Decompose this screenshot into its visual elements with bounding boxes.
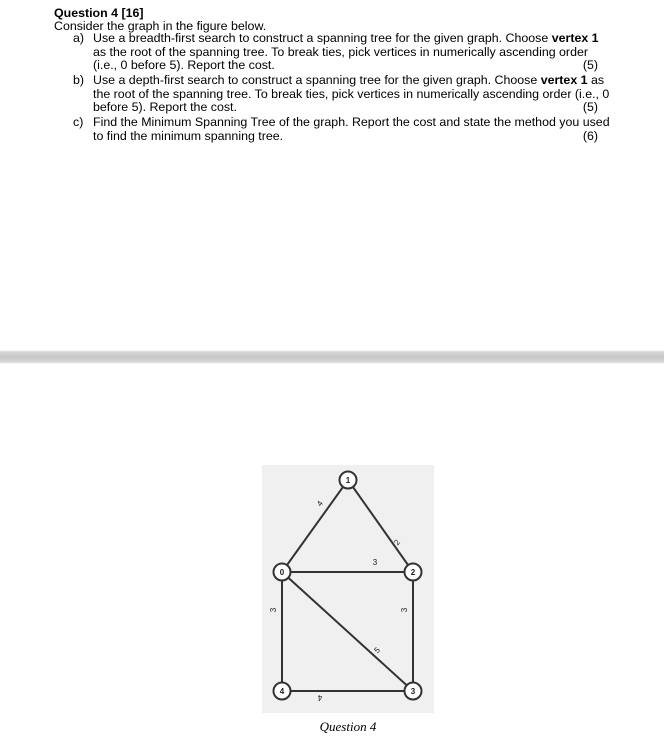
node-label: 0 [279,568,285,577]
part-letter: b) [73,73,85,87]
node-label: 2 [410,568,416,577]
figure-page [0,364,664,742]
part-line: the root of the spanning tree. To break ties, pick vertices in numerically ascending order (i.e., 0 [93,86,610,101]
graph-edge-1-2 [348,480,413,572]
part-letter: a) [73,31,85,45]
part-line: as the root of the spanning tree. To break ties, pick vertices in numerically ascending order [93,44,588,59]
edge-weight-label: 3 [269,607,278,613]
graph-edge-0-1 [282,480,348,572]
part-line: Find the Minimum Spanning Tree of the graph. Report the cost and state the method you used [93,115,610,129]
part-line: Use a breadth-first search to construct a spanning tree for the given graph. Choose vertex 1 [93,31,599,45]
figure-caption: Question 4 [319,719,377,734]
edge-weight-label: 5 [372,645,382,655]
part-letter: c) [73,115,84,129]
question-title: Question 4 [16] [54,6,144,20]
node-label: 4 [279,687,285,696]
edge-weight-label: 3 [372,558,378,567]
part-line: Use a depth-first search to construct a spanning tree for the given graph. Choose vertex 1 as [93,73,605,87]
page-separator [0,350,664,364]
marks-label: (6) [582,128,598,143]
graph-edge-0-3 [282,572,413,691]
graph-svg [262,465,434,713]
graph-figure [262,465,434,713]
part-line: (i.e., 0 before 5). Report the cost. (5) [93,58,598,73]
part-line: before 5). Report the cost. (5) [93,100,598,115]
edge-weight-label: 3 [400,607,409,613]
edge-weight-label: 4 [317,693,323,702]
edge-weight-label: 2 [392,537,402,547]
node-label: 1 [345,476,351,485]
node-label: 3 [410,687,416,696]
marks-label: (5) [582,100,598,115]
part-line: to find the minimum spanning tree. (6) [93,128,598,143]
marks-label: (5) [582,58,598,73]
edge-weight-label: 4 [314,499,325,508]
question-intro: Consider the graph in the figure below. [54,19,267,33]
question-page [0,0,664,350]
